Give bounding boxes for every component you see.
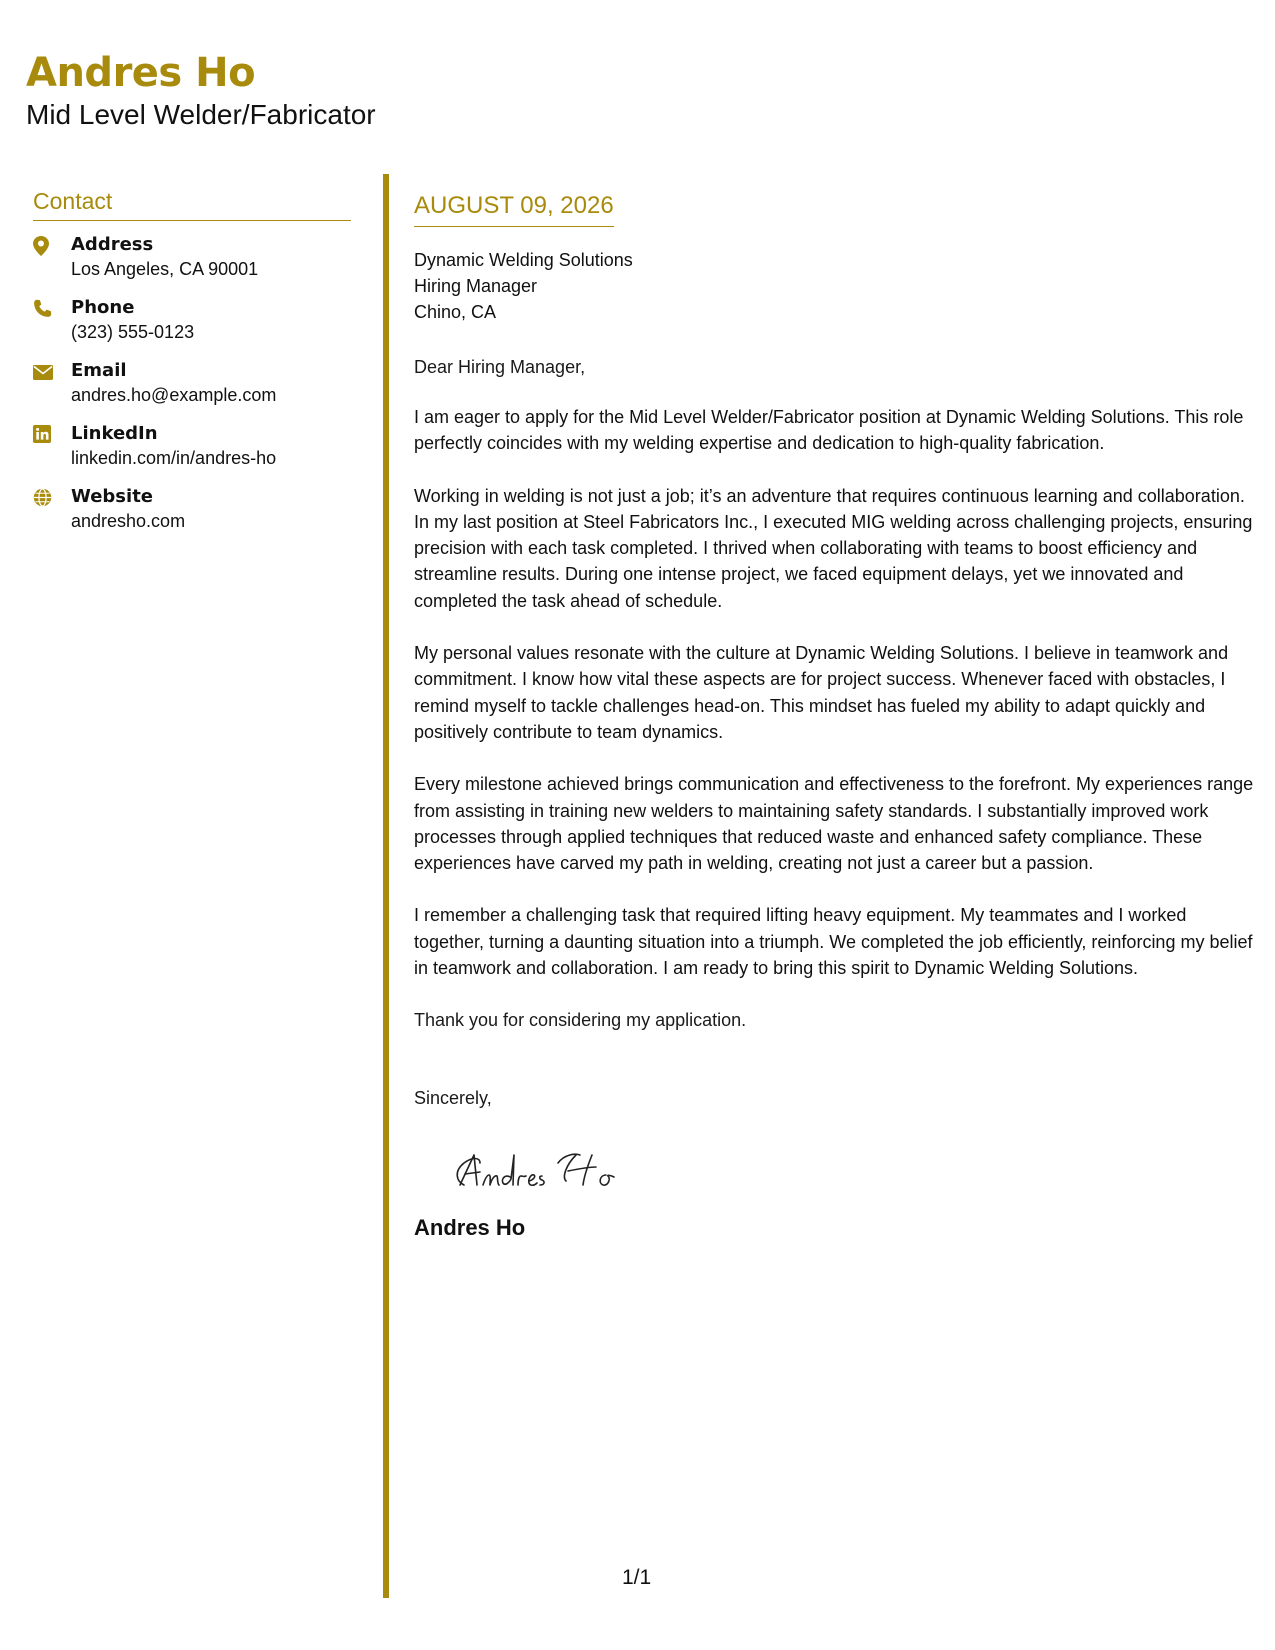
website-value[interactable]: andresho.com <box>71 511 186 531</box>
letter-body <box>414 192 1254 1241</box>
recipient-role: Hiring Manager <box>414 276 538 296</box>
vertical-divider <box>383 174 389 1598</box>
salutation: Dear Hiring Manager, <box>414 357 586 377</box>
letter-paragraph: I am eager to apply for the Mid Level Welder/Fabricator position at Dynamic Welding Solutions. This role perfectly coincides with my welding expertise and dedication to high-quality fabrication. <box>414 407 1244 454</box>
envelope-icon <box>33 359 71 380</box>
contact-sidebar <box>33 188 351 548</box>
contact-item-phone <box>33 296 351 359</box>
recipient-location: Chino, CA <box>414 302 497 322</box>
phone-icon <box>33 296 71 318</box>
applicant-name: Andres Ho <box>26 50 256 96</box>
page-number: 1/1 <box>622 1566 652 1589</box>
contact-label: Email <box>71 360 127 381</box>
signed-name: Andres Ho <box>414 1215 526 1241</box>
contact-item-linkedin <box>33 422 351 485</box>
contact-heading: Contact <box>33 188 351 221</box>
thanks-line: Thank you for considering my application. <box>414 1010 747 1031</box>
letter-paragraph: My personal values resonate with the culture at Dynamic Welding Solutions. I believe in teamwork and commitment. I know how vital these aspects are for project success. Whenever faced with obstacles, I remind myself to tackle challenges head-on. This mindset has fueled my ability to adapt quickly and positively contribute to team dynamics. <box>414 643 1229 742</box>
letter-paragraph: I remember a challenging task that required lifting heavy equipment. My teammates and I worked together, turning a daunting situation into a triumph. We completed the job efficiently, reinforcing my belief in teamwork and collaboration. I am ready to bring this spirit to Dynamic Welding Solutions. <box>414 905 1253 979</box>
letter-paragraph: Working in welding is not just a job; it’s an adventure that requires continuous learning and collaboration. In my last position at Steel Fabricators Inc., I executed MIG welding across challenging projects, ensuring precision with each task completed. I thrived when collaborating with teams to boost efficiency and streamline results. During one intense project, we faced equipment delays, yet we innovated and completed the task ahead of schedule. <box>414 485 1253 611</box>
contact-list <box>33 233 351 548</box>
linkedin-value[interactable]: linkedin.com/in/andres-ho <box>71 448 277 468</box>
resume-header <box>26 50 376 132</box>
contact-label: Phone <box>71 297 135 318</box>
contact-item-website <box>33 485 351 548</box>
job-title: Mid Level Welder/Fabricator <box>26 99 376 130</box>
phone-value[interactable]: (323) 555-0123 <box>71 322 195 342</box>
handwritten-signature <box>450 1141 650 1197</box>
contact-label: Website <box>71 486 154 507</box>
email-value[interactable]: andres.ho@example.com <box>71 385 277 405</box>
contact-item-email <box>33 359 351 422</box>
recipient-block <box>414 247 1254 325</box>
letter-date: AUGUST 09, 2026 <box>414 192 614 227</box>
contact-label: LinkedIn <box>71 423 158 444</box>
contact-item-address <box>33 233 351 296</box>
letter-paragraph: Every milestone achieved brings communication and effectiveness to the forefront. My experiences range from assisting in training new welders to maintaining safety standards. I substantially improved work processes through applied techniques that reduced waste and enhanced safety compliance. These experiences have carved my path in welding, creating not just a career but a passion. <box>414 774 1254 874</box>
closing-line: Sincerely, <box>414 1088 492 1109</box>
map-pin-icon <box>33 233 71 256</box>
recipient-company: Dynamic Welding Solutions <box>414 250 633 270</box>
address-value: Los Angeles, CA 90001 <box>71 259 259 279</box>
linkedin-icon <box>33 422 71 443</box>
contact-label: Address <box>71 234 154 255</box>
globe-icon <box>33 485 71 507</box>
